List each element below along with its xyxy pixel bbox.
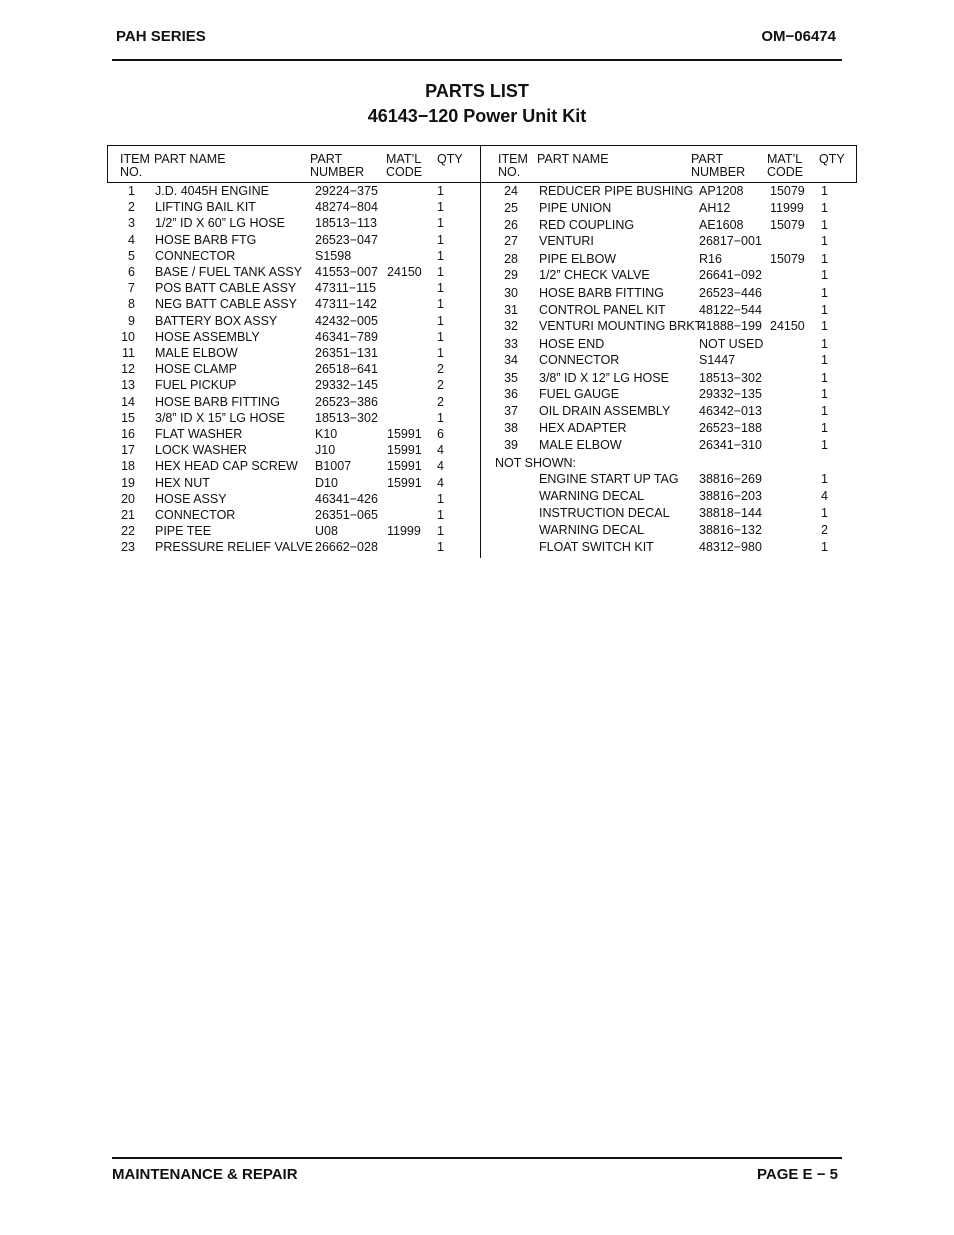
part-number: K10 — [315, 427, 338, 441]
qty: 1 — [437, 346, 444, 360]
part-number: 41888−199 — [699, 319, 762, 333]
qty: 1 — [437, 491, 444, 506]
qty: 2 — [437, 394, 444, 409]
mat-code: 15991 — [387, 427, 422, 441]
mat-code: 15079 — [770, 218, 805, 232]
item-no: 18 — [121, 459, 135, 474]
qty: 1 — [821, 201, 828, 215]
part-name: FUEL GAUGE — [539, 387, 620, 401]
part-name: HOSE ASSEMBLY — [155, 329, 260, 344]
part-name: 3/8” ID X 12” LG HOSE — [539, 371, 669, 385]
part-number: 29332−135 — [699, 387, 762, 401]
item-no: 36 — [504, 387, 518, 401]
part-name: 3/8” ID X 15” LG HOSE — [155, 410, 285, 425]
part-name: HOSE END — [539, 337, 605, 351]
part-number: 29224−375 — [315, 184, 378, 198]
qty: 4 — [437, 459, 444, 474]
part-name: HOSE ASSY — [155, 491, 227, 506]
item-no: 20 — [121, 491, 135, 506]
mat-code: 15991 — [387, 459, 422, 474]
header-part-name-right: PART NAME — [537, 152, 609, 166]
part-name: CONTROL PANEL KIT — [539, 303, 666, 317]
qty: 1 — [821, 218, 828, 232]
part-name: 1/2” CHECK VALVE — [539, 268, 650, 282]
item-no: 14 — [121, 394, 135, 409]
item-no: 1 — [128, 184, 135, 198]
part-name: VENTURI — [539, 234, 594, 248]
part-name: INSTRUCTION DECAL — [539, 506, 670, 520]
part-name: PRESSURE RELIEF VALVE — [155, 540, 313, 555]
part-name: CONNECTOR — [539, 353, 620, 367]
series-label: PAH SERIES — [116, 28, 206, 45]
part-number: AE1608 — [699, 218, 744, 232]
qty: 1 — [821, 506, 828, 520]
header-mat-code-right: MAT’L CODE — [767, 152, 804, 179]
part-number: 47311−115 — [315, 281, 377, 296]
item-no: 9 — [128, 313, 135, 328]
item-no: 10 — [121, 329, 135, 344]
header-part-number: PART NUMBER — [310, 152, 365, 179]
part-name: REDUCER PIPE BUSHING — [539, 184, 694, 198]
qty: 1 — [821, 438, 828, 452]
part-number: 46341−789 — [315, 329, 378, 344]
item-no: 22 — [121, 524, 135, 539]
page-title: PARTS LIST — [425, 81, 529, 101]
part-name: HOSE CLAMP — [155, 362, 237, 377]
item-no: 5 — [128, 248, 135, 263]
part-number: 18513−302 — [315, 410, 378, 425]
part-number: 26662−028 — [315, 540, 378, 555]
item-no: 26 — [504, 218, 518, 232]
qty: 1 — [437, 410, 444, 425]
item-no: 19 — [121, 475, 135, 490]
qty: 1 — [821, 184, 828, 198]
qty: 1 — [821, 540, 828, 554]
part-name: MALE ELBOW — [539, 438, 622, 452]
item-no: 27 — [504, 234, 518, 248]
part-name: WARNING DECAL — [539, 489, 645, 503]
item-no: 17 — [121, 443, 135, 458]
qty: 1 — [437, 329, 444, 344]
column-divider — [480, 145, 481, 558]
part-number: R16 — [699, 252, 722, 266]
part-name: PIPE UNION — [539, 201, 612, 215]
part-name: HEX HEAD CAP SCREW — [155, 459, 298, 474]
qty: 1 — [437, 265, 444, 279]
qty: 1 — [821, 387, 828, 401]
document-id: OM−06474 — [761, 28, 836, 45]
item-no: 24 — [504, 184, 518, 198]
part-number: 42432−005 — [315, 313, 378, 328]
qty: 1 — [437, 313, 444, 328]
part-number: 26518−641 — [315, 362, 378, 377]
part-number: 26341−310 — [699, 438, 762, 452]
qty: 4 — [437, 443, 444, 458]
part-name: 1/2” ID X 60” LG HOSE — [155, 216, 285, 231]
part-name: FLOAT SWITCH KIT — [539, 540, 654, 554]
part-name: RED COUPLING — [539, 218, 635, 232]
header-part-name: PART NAME — [154, 152, 226, 166]
part-name: FUEL PICKUP — [155, 378, 237, 393]
qty: 1 — [821, 303, 828, 317]
part-name: J.D. 4045H ENGINE — [155, 184, 269, 198]
qty: 1 — [437, 216, 444, 231]
part-number: S1598 — [315, 248, 352, 263]
part-number: 26523−386 — [315, 394, 378, 409]
qty: 1 — [821, 371, 828, 385]
qty: 6 — [437, 427, 444, 441]
qty: 1 — [437, 184, 444, 198]
mat-code: 11999 — [387, 524, 421, 539]
part-number: B1007 — [315, 459, 352, 474]
item-no: 23 — [121, 540, 135, 555]
qty: 1 — [821, 421, 828, 435]
part-number: U08 — [315, 524, 338, 539]
page-number: PAGE E − 5 — [756, 1166, 838, 1183]
part-number: 29332−145 — [315, 378, 378, 393]
part-number: 38818−144 — [699, 506, 762, 520]
qty: 4 — [821, 489, 828, 503]
item-no: 4 — [128, 232, 135, 247]
part-name: VENTURI MOUNTING BRKT — [539, 319, 703, 333]
item-no: 34 — [504, 353, 518, 367]
part-name: POS BATT CABLE ASSY — [155, 281, 297, 296]
qty: 1 — [821, 472, 828, 486]
mat-code: 15079 — [770, 184, 805, 198]
part-name: LIFTING BAIL KIT — [155, 200, 256, 215]
part-name: PIPE ELBOW — [539, 252, 617, 266]
part-number: 26351−065 — [315, 508, 378, 522]
qty: 1 — [437, 232, 444, 247]
qty: 1 — [821, 353, 828, 367]
item-no: 32 — [504, 319, 518, 333]
item-no: 38 — [504, 421, 518, 435]
mat-code: 24150 — [770, 319, 805, 333]
part-name: FLAT WASHER — [155, 427, 243, 441]
section-label: MAINTENANCE & REPAIR — [112, 1166, 298, 1183]
item-no: 13 — [121, 378, 135, 393]
part-number: 41553−007 — [315, 265, 378, 279]
item-no: 12 — [121, 362, 135, 377]
qty: 2 — [821, 523, 828, 537]
part-number: D10 — [315, 475, 338, 490]
qty: 1 — [821, 319, 828, 333]
header-rule — [112, 59, 842, 61]
item-no: 28 — [504, 252, 518, 266]
item-no: 3 — [128, 216, 135, 231]
item-no: 37 — [504, 404, 518, 418]
part-name: CONNECTOR — [155, 508, 236, 522]
part-name: NEG BATT CABLE ASSY — [155, 297, 297, 312]
header-item-no-right: ITEM NO. — [498, 152, 528, 179]
qty: 4 — [437, 475, 444, 490]
part-name: BASE / FUEL TANK ASSY — [155, 265, 303, 279]
item-no: 29 — [504, 268, 518, 282]
part-number: 26523−047 — [315, 232, 378, 247]
part-number: 18513−302 — [699, 371, 762, 385]
qty: 2 — [437, 378, 444, 393]
part-number: AP1208 — [699, 184, 744, 198]
part-number: NOT USED — [699, 337, 764, 351]
part-name: HEX ADAPTER — [539, 421, 627, 435]
part-number: 47311−142 — [315, 297, 377, 312]
footer-rule — [112, 1157, 842, 1159]
not-shown-label: NOT SHOWN: — [495, 456, 577, 470]
part-number: S1447 — [699, 353, 736, 367]
header-qty: QTY — [437, 152, 463, 166]
part-number: 48122−544 — [699, 303, 762, 317]
part-name: WARNING DECAL — [539, 523, 645, 537]
part-name: HEX NUT — [155, 475, 210, 490]
item-no: 39 — [504, 438, 518, 452]
qty: 1 — [437, 200, 444, 215]
part-name: HOSE BARB FITTING — [539, 286, 665, 300]
part-name: HOSE BARB FTG — [155, 232, 257, 247]
item-no: 15 — [121, 410, 135, 425]
part-name: HOSE BARB FITTING — [155, 394, 281, 409]
item-no: 31 — [504, 303, 518, 317]
part-number: 48312−980 — [699, 540, 762, 554]
qty: 1 — [821, 252, 828, 266]
part-number: 26523−188 — [699, 421, 762, 435]
item-no: 2 — [128, 200, 135, 215]
qty: 1 — [821, 268, 828, 282]
part-number: 26523−446 — [699, 286, 762, 300]
mat-code: 15079 — [770, 252, 805, 266]
part-name: MALE ELBOW — [155, 346, 238, 360]
mat-code: 11999 — [770, 201, 804, 215]
part-number: 46342−013 — [699, 404, 762, 418]
part-name: ENGINE START UP TAG — [539, 472, 679, 486]
qty: 1 — [821, 286, 828, 300]
qty: 1 — [821, 404, 828, 418]
part-name: BATTERY BOX ASSY — [155, 313, 278, 328]
header-item-no: ITEM NO. — [120, 152, 150, 179]
header-mat-code: MAT’L CODE — [386, 152, 423, 179]
mat-code: 15991 — [387, 475, 422, 490]
qty: 1 — [437, 540, 444, 555]
item-no: 16 — [121, 427, 135, 441]
qty: 1 — [437, 508, 444, 522]
qty: 2 — [437, 362, 444, 377]
part-name: PIPE TEE — [155, 524, 212, 539]
item-no: 25 — [504, 201, 518, 215]
qty: 1 — [437, 248, 444, 263]
item-no: 8 — [128, 297, 135, 312]
part-number: 26817−001 — [699, 234, 762, 248]
qty: 1 — [437, 297, 444, 312]
item-no: 21 — [121, 508, 135, 522]
part-number: 26351−131 — [315, 346, 378, 360]
header-part-number-right: PART NUMBER — [691, 152, 746, 179]
part-number: 38816−269 — [699, 472, 762, 486]
part-number: 46341−426 — [315, 491, 378, 506]
part-number: 26641−092 — [699, 268, 762, 282]
item-no: 6 — [128, 265, 135, 279]
qty: 1 — [821, 337, 828, 351]
item-no: 11 — [122, 346, 135, 360]
part-number: 38816−203 — [699, 489, 762, 503]
part-number: 38816−132 — [699, 523, 762, 537]
mat-code: 15991 — [387, 443, 422, 458]
part-number: 18513−113 — [315, 216, 377, 231]
part-name: CONNECTOR — [155, 248, 236, 263]
item-no: 35 — [504, 371, 518, 385]
part-number: AH12 — [699, 201, 731, 215]
page-subtitle: 46143−120 Power Unit Kit — [367, 106, 587, 126]
item-no: 30 — [504, 286, 518, 300]
mat-code: 24150 — [387, 265, 422, 279]
part-name: LOCK WASHER — [155, 443, 247, 458]
qty: 1 — [437, 281, 444, 296]
header-qty-right: QTY — [819, 152, 845, 166]
item-no: 33 — [504, 337, 518, 351]
qty: 1 — [821, 234, 828, 248]
qty: 1 — [437, 524, 444, 539]
part-number: J10 — [315, 443, 336, 458]
part-number: 48274−804 — [315, 200, 378, 215]
part-name: OIL DRAIN ASSEMBLY — [539, 404, 671, 418]
item-no: 7 — [128, 281, 135, 296]
